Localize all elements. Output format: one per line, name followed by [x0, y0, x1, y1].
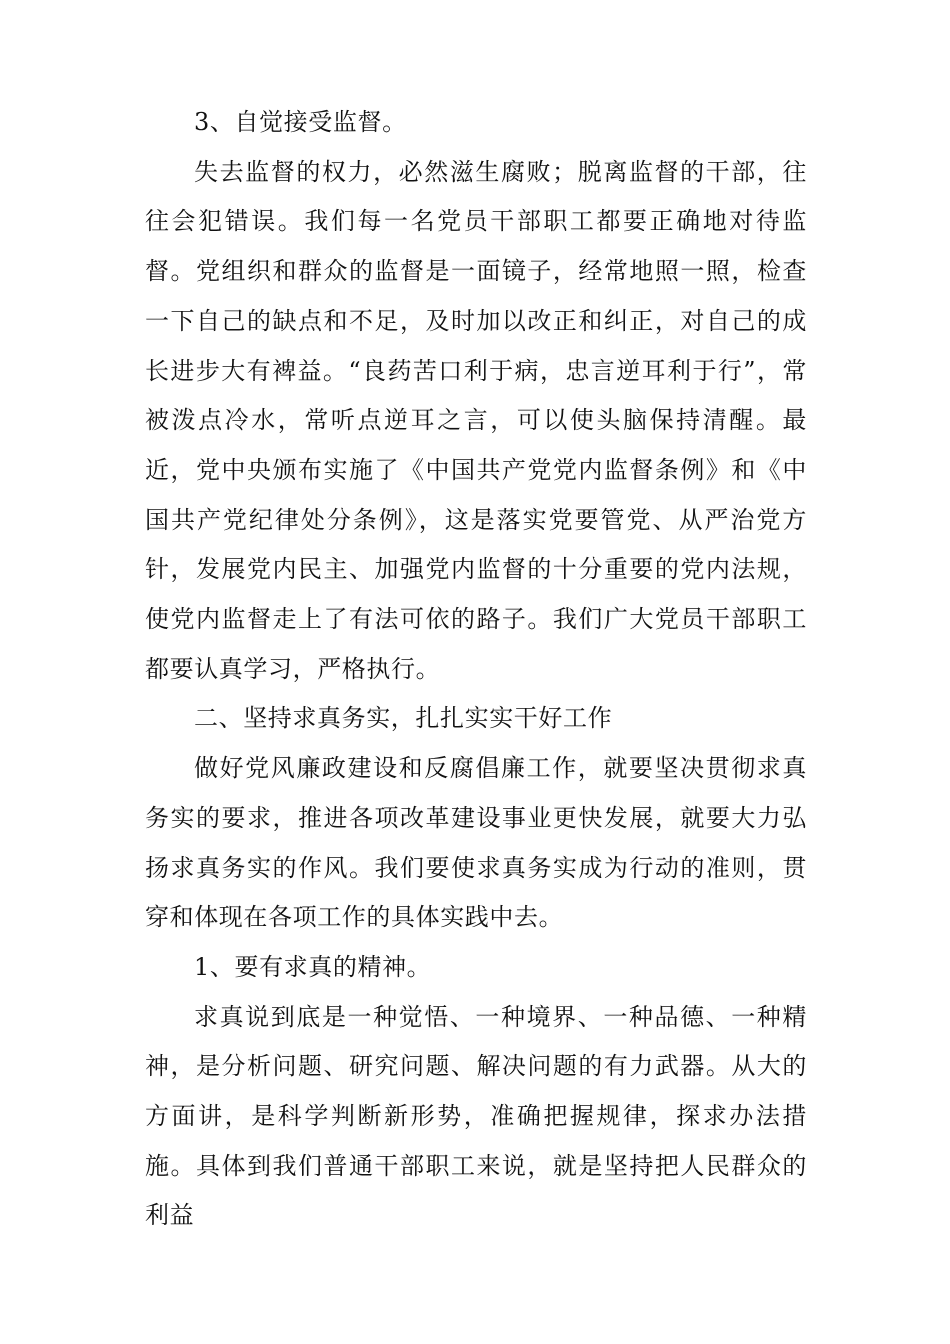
paragraph-seek-truth: 做好党风廉政建设和反腐倡廉工作，就要坚决贯彻求真务实的要求，推进各项改革建设事业更快发展，就要大力弘扬求真务实的作风。我们要使求真务实成为行动的准则，贯穿和体现在各项工作的具体实践中去。: [145, 754, 807, 932]
heading-seek-truth: 二、坚持求真务实，扎扎实实干好工作: [194, 704, 613, 733]
subheading-spirit: 1、要有求真的精神。: [194, 952, 432, 981]
paragraph-spirit: 求真说到底是一种觉悟、一种境界、一种品德、一种精神，是分析问题、研究问题、解决问题的有力武器。从大的方面讲，是科学判断新形势，准确把握规律，探求办法措施。具体到我们普通干部职工来说，就是坚持把人民群众的利益: [145, 1002, 807, 1230]
subheading-accept-supervision: 3、自觉接受监督。: [194, 108, 407, 136]
document-page: [145, 98, 807, 1241]
paragraph-supervision: 失去监督的权力，必然滋生腐败；脱离监督的干部，往往会犯错误。我们每一名党员干部职工都要正确地对待监督。党组织和群众的监督是一面镜子，经常地照一照，检查一下自己的缺点和不足，及时加以改正和纠正，对自己的成长进步大有裨益。“良药苦口利于病，忠言逆耳利于行”，常被泼点冷水，常听点逆耳之言，可以使头脑保持清醒。最近，党中央颁布实施了《中国共产党党内监督条例》和《中国共产党纪律处分条例》，这是落实党要管党、从严治党方针，发展党内民主、加强党内监督的十分重要的党内法规，使党内监督走上了有法可依的路子。我们广大党员干部职工都要认真学习，严格执行。: [145, 157, 807, 683]
